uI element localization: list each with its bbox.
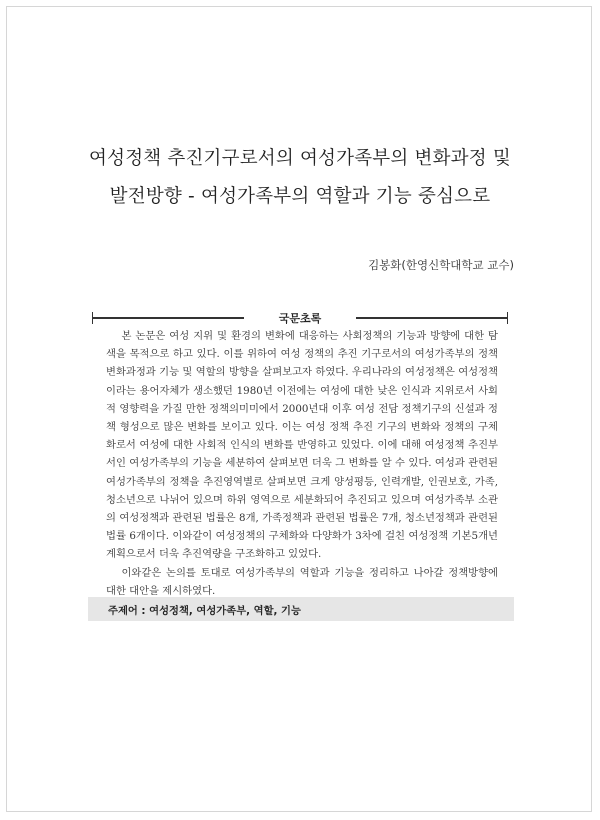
abstract-paragraph-1: 본 논문은 여성 지위 및 환경의 변화에 대응하는 사회정책의 기능과 방향에 대한 탐색을 목적으로 하고 있다. 이를 위하여 여성 정책의 추진 기구로서의 여성가족부의 정책 변화과정과 기능 및 역할의 방향을 살펴보고자 하였다. 우리나라의 여성정책은 여성정책이라는 용어자체가 생소했던 1980년 이전에는 여성에 대한 낮은 인식과 지위로서 사회적 영향력을 가질 만한 정책의미미에서 2000년대 이후 여성 전담 정책기구의 신설과 정책 형성으로 많은 변화를 보이고 있다. 이는 여성 정책 추진 기구의 변화와 정책의 구체화로서 여성에 대한 사회적 인식의 변화를 반영하고 있었다. 이에 대해 여성정책 추진부서인 여성가족부의 기능을 세분하여 살펴보면 더욱 그 변화를 알 수 있다. 여성과 관련된 여성가족부의 정책을 추진영역별로 살펴보면 크게 양성평등, 인력개발, 인권보호, 가족, 청소년으로 나뉘어 있으며 하위 영역으로 세분화되어 추진되고 있으며 여성가족부 소관의 여성정책과 관련된 법률은 8개, 가족정책과 관련된 법률은 7개, 청소년정책과 관련된 법률 6개이다. 이와같이 여성정책의 구체화와 다양화가 3차에 걸친 여성정책 기본5개년 계획으로서 더욱 추진역량을 구조화하고 있었다.: [106, 330, 498, 561]
abstract-heading: 국문초록: [278, 312, 322, 325]
abstract-paragraph-2: 이와같은 논의를 토대로 여성가족부의 역할과 기능을 정리하고 나아갈 정책방향에 대한 대안을 제시하였다.: [106, 566, 498, 597]
title-line-1: 여성정책 추진기구로서의 여성가족부의 변화과정 및: [89, 148, 511, 169]
author-affiliation: 김봉화(한영신학대학교 교수): [368, 258, 514, 272]
keywords-bar: [88, 597, 514, 621]
title-line-2: 발전방향 - 여성가족부의 역할과 기능 중심으로: [109, 186, 491, 207]
paper-title: [40, 140, 560, 216]
rule-cap-right: [507, 312, 508, 324]
abstract-heading-bar: [88, 308, 512, 328]
keywords-text: 주제어 : 여성정책, 여성가족부, 역할, 기능: [108, 605, 301, 617]
rule-right: [356, 317, 508, 319]
rule-left: [92, 317, 244, 319]
abstract-body: [106, 327, 498, 600]
